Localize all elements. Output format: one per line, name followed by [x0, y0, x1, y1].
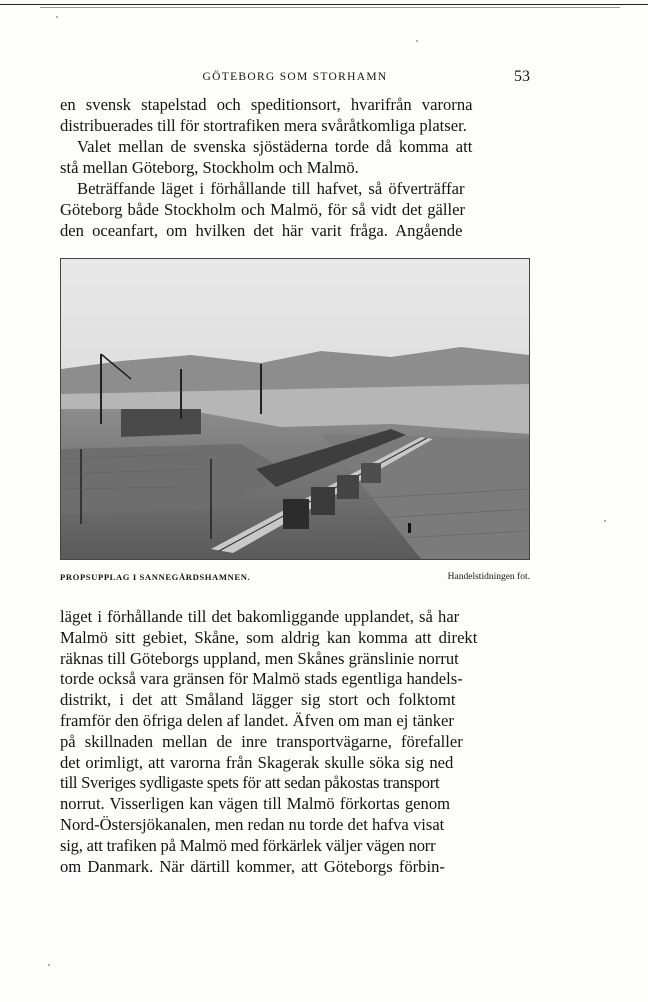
- scan-speck: [56, 16, 58, 18]
- page-edge-rule: [0, 4, 648, 5]
- caption-title: PROPSUPPLAG I SANNEGÅRDSHAMNEN.: [60, 572, 251, 582]
- text-line: sig, att trafiken på Malmö med förkärlek väljer vägen norr: [60, 835, 436, 855]
- text-line: räknas till Göteborgs uppland, men Skånes gränslinie norrut: [60, 648, 459, 668]
- text-line: om Danmark. När därtill kommer, att Göteborgs förbin-: [60, 856, 445, 876]
- text-line: distrikt, i det att Småland lägger sig stort och folktomt: [60, 690, 456, 710]
- page-edge-rule-faint: [40, 7, 620, 8]
- scan-speck: [48, 964, 50, 966]
- text-line: den oceanfart, om hvilken det här varit fråga. Angående: [60, 221, 463, 240]
- page-number: 53: [514, 68, 530, 85]
- text-line: Göteborg både Stockholm och Malmö, för så vidt det gäller: [60, 200, 466, 219]
- paragraph-sjostader: [60, 136, 530, 178]
- figure-caption: [60, 572, 530, 588]
- text-line: Malmö sitt gebiet, Skåne, som aldrig kan komma att direkt: [60, 627, 478, 647]
- text-line: Nord-Östersjökanalen, men redan nu torde det hafva visat: [60, 814, 445, 834]
- scan-speck: [604, 520, 606, 522]
- text-line: stå mellan Göteborg, Stockholm och Malmö.: [60, 158, 359, 177]
- paragraph-hafvet: [60, 178, 530, 241]
- text-line: Beträffande läget i förhållande till hafvet, så öfverträffar: [77, 179, 465, 198]
- text-line: norrut. Visserligen kan vägen till Malmö förkortas genom: [60, 794, 451, 814]
- text-line: framför den öfriga delen af landet. Äfven om man ej tänker: [60, 710, 454, 730]
- paragraph-uppland: [60, 607, 530, 877]
- photo-credit: Handelstidningen fot.: [447, 572, 530, 582]
- running-header: [60, 68, 530, 88]
- text-line: en svensk stapelstad och speditionsort, hvarifrån varorna: [60, 95, 473, 114]
- text-line: torde också vara gränsen för Malmö stads egentliga handels-: [60, 669, 463, 689]
- harbour-photograph: [60, 258, 530, 560]
- running-title: GÖTEBORG SOM STORHAMN: [202, 71, 388, 83]
- text-line: läget i förhållande till det bakomliggande upplandet, så har: [60, 607, 460, 626]
- text-line: distribuerades till för stortrafiken mera svåråtkomliga platser.: [60, 116, 467, 135]
- scan-speck: [416, 40, 418, 42]
- paragraph-continuation: [60, 94, 530, 136]
- text-line: på skillnaden mellan de inre transportvägarne, förefaller: [60, 731, 463, 751]
- text-line: till Sveriges sydligaste spets för att sedan påkostas transport: [60, 773, 440, 793]
- text-line: det orimligt, att varorna från Skagerak skulle söka sig ned: [60, 752, 454, 772]
- text-line: Valet mellan de svenska sjöstäderna torde då komma att: [77, 137, 473, 156]
